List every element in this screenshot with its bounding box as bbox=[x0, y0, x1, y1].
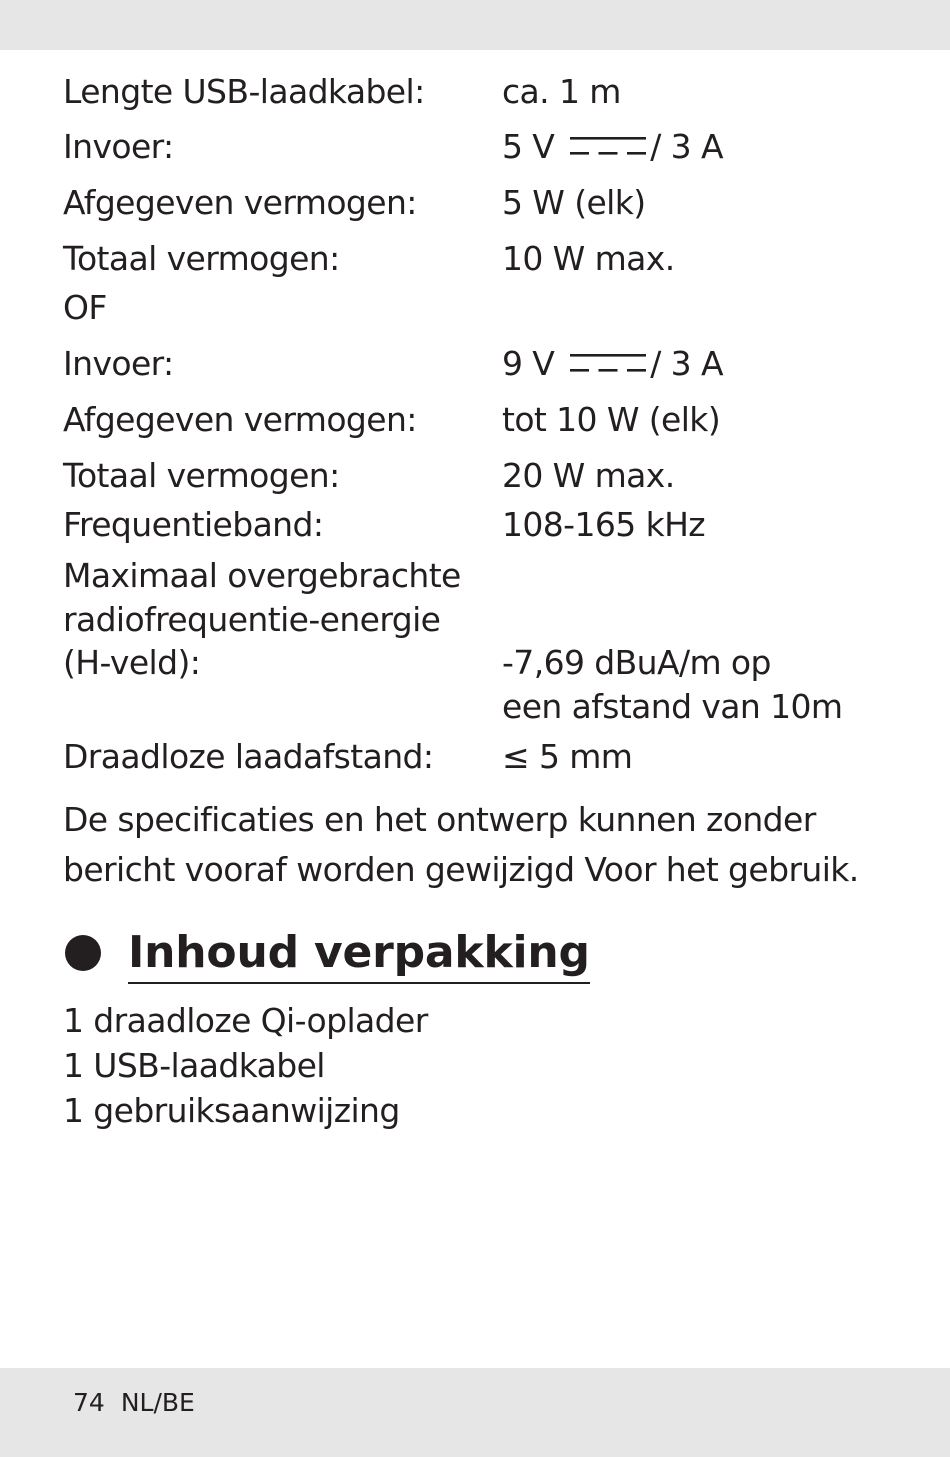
spec-label-rf-energy-line-1: Maximaal overgebrachte bbox=[63, 556, 461, 595]
section-title: Inhoud verpakking bbox=[128, 926, 590, 984]
spec-value-total-2: 20 W max. bbox=[502, 456, 675, 495]
spec-label-frequency: Frequentieband: bbox=[63, 505, 324, 544]
spec-value-input-1 bbox=[502, 127, 723, 167]
dc-symbol-icon bbox=[570, 135, 646, 157]
spec-value-input-2 bbox=[502, 344, 723, 384]
note-line-2: bericht vooraf worden gewijzigd Voor het gebruik. bbox=[63, 850, 859, 889]
spec-or-separator: OF bbox=[63, 288, 107, 327]
spec-value-input-2-current: / 3 A bbox=[650, 344, 723, 383]
spec-value-rf-energy-line-1: -7,69 dBuA/m op bbox=[502, 643, 771, 682]
list-item: 1 USB-laadkabel bbox=[63, 1046, 325, 1085]
spec-label-charging-distance: Draadloze laadafstand: bbox=[63, 737, 434, 776]
spec-label-total-2: Totaal vermogen: bbox=[63, 456, 340, 495]
spec-label-input-2: Invoer: bbox=[63, 344, 174, 383]
spec-label-output-1: Afgegeven vermogen: bbox=[63, 183, 417, 222]
spec-label-rf-energy-line-3: (H-veld): bbox=[63, 643, 201, 682]
note-line-1: De specificaties en het ontwerp kunnen zonder bbox=[63, 800, 816, 839]
page-number: 74 bbox=[73, 1388, 105, 1417]
spec-value-input-1-current: / 3 A bbox=[650, 127, 723, 166]
spec-label-total-1: Totaal vermogen: bbox=[63, 239, 340, 278]
spec-label-cable-length: Lengte USB-laadkabel: bbox=[63, 72, 425, 111]
spec-value-cable-length: ca. 1 m bbox=[502, 72, 621, 111]
spec-value-total-1: 10 W max. bbox=[502, 239, 675, 278]
spec-value-rf-energy-line-2: een afstand van 10m bbox=[502, 687, 843, 726]
spec-value-input-2-voltage: 9 V bbox=[502, 344, 555, 383]
spec-value-frequency: 108-165 kHz bbox=[502, 505, 706, 544]
top-band bbox=[0, 0, 950, 50]
spec-value-output-1: 5 W (elk) bbox=[502, 183, 646, 222]
spec-label-rf-energy-line-2: radiofrequentie-energie bbox=[63, 600, 441, 639]
spec-value-charging-distance: ≤ 5 mm bbox=[502, 737, 633, 776]
spec-label-output-2: Afgegeven vermogen: bbox=[63, 400, 417, 439]
filled-circle-bullet-icon bbox=[65, 935, 101, 971]
dc-symbol-icon bbox=[570, 352, 646, 374]
locale-label: NL/BE bbox=[120, 1388, 195, 1417]
spec-value-input-1-voltage: 5 V bbox=[502, 127, 555, 166]
list-item: 1 draadloze Qi-oplader bbox=[63, 1001, 428, 1040]
list-item: 1 gebruiksaanwijzing bbox=[63, 1091, 400, 1130]
spec-label-input-1: Invoer: bbox=[63, 127, 174, 166]
page-footer bbox=[73, 1388, 195, 1418]
spec-value-output-2: tot 10 W (elk) bbox=[502, 400, 721, 439]
